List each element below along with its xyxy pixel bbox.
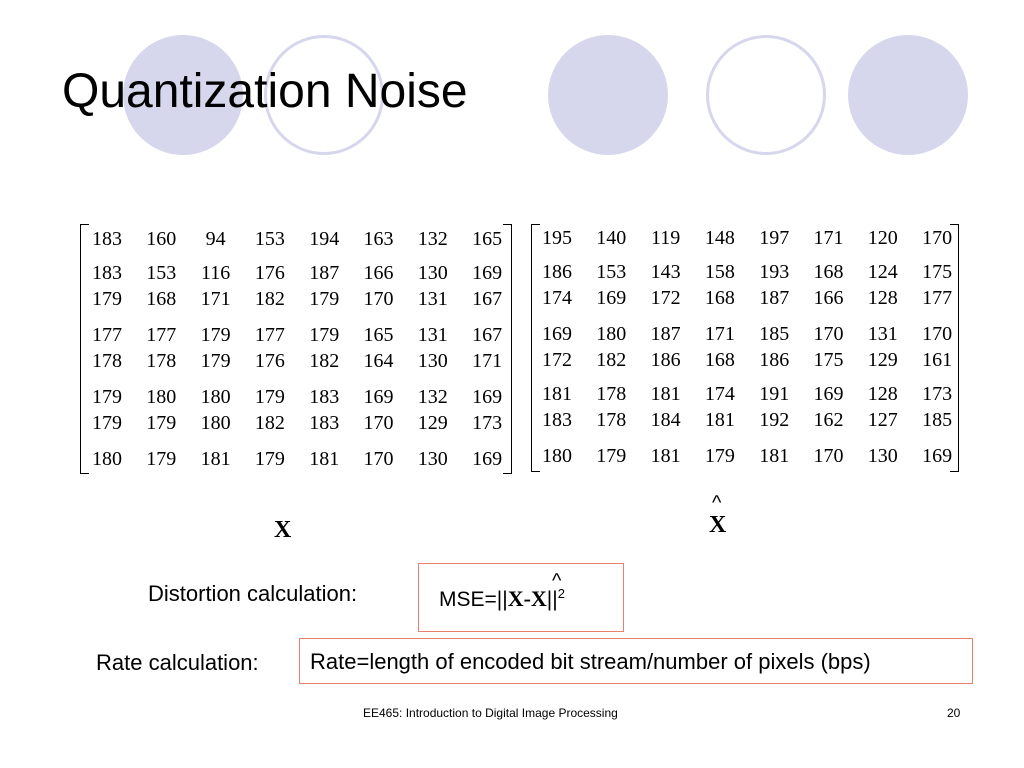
label-x: X	[274, 517, 292, 543]
matrix-cell: 140	[596, 227, 627, 249]
matrix-cell: 171	[200, 288, 231, 310]
mse-prefix: MSE=||	[439, 588, 508, 611]
rate-label: Rate calculation:	[96, 650, 259, 675]
matrix-cell: 179	[200, 324, 231, 346]
matrix-cell: 176	[254, 262, 285, 284]
matrix-cell: 180	[146, 386, 177, 408]
matrix-cell: 127	[867, 409, 898, 431]
matrix-cell: 187	[650, 323, 681, 345]
slide-title: Quantization Noise	[62, 65, 468, 118]
mse-formula	[439, 586, 565, 612]
matrix-cell: 170	[922, 323, 953, 345]
matrix-cell: 175	[922, 261, 953, 283]
matrix-cell: 173	[922, 383, 953, 405]
matrix-cell: 130	[417, 448, 448, 470]
matrix-cell: 169	[472, 262, 503, 284]
matrix-cell: 168	[704, 349, 735, 371]
matrix-cell: 165	[363, 324, 394, 346]
matrix-cell: 130	[417, 350, 448, 372]
matrix-cell: 179	[92, 288, 122, 310]
matrix-cell: 170	[922, 227, 953, 249]
matrix-cell: 169	[922, 445, 953, 467]
matrix-cell: 186	[650, 349, 681, 371]
matrix-cell: 170	[813, 445, 844, 467]
matrix-cell: 119	[650, 227, 681, 249]
matrix-cell: 163	[363, 228, 394, 250]
matrix-cell: 179	[146, 412, 177, 434]
matrix-cell: 180	[542, 445, 572, 467]
matrix-cell: 180	[200, 412, 231, 434]
matrix-cell: 181	[542, 383, 572, 405]
matrix-cell: 130	[867, 445, 898, 467]
matrix-cell: 165	[472, 228, 503, 250]
mse-box	[418, 563, 624, 632]
matrix-cell: 179	[254, 386, 285, 408]
mse-minus: -	[523, 586, 531, 611]
matrix-cell: 171	[472, 350, 503, 372]
hat-symbol: ^	[552, 570, 562, 592]
matrix-cell: 167	[472, 324, 503, 346]
matrix-cell: 161	[922, 349, 953, 371]
matrix-cell: 170	[363, 288, 394, 310]
matrix-cell: 128	[867, 287, 898, 309]
matrix-cell: 181	[200, 448, 231, 470]
matrix-cell: 181	[704, 409, 735, 431]
matrix-cell: 168	[146, 288, 177, 310]
matrix-cell: 178	[596, 383, 627, 405]
matrix-cell: 160	[146, 228, 177, 250]
matrix-cell: 124	[867, 261, 898, 283]
matrix-cell: 131	[417, 324, 448, 346]
matrix-cell: 193	[759, 261, 790, 283]
matrix-cell: 180	[92, 448, 122, 470]
matrix-cell: 177	[254, 324, 285, 346]
matrix-cell: 168	[813, 261, 844, 283]
matrix-cell: 167	[472, 288, 503, 310]
matrix-cell: 177	[146, 324, 177, 346]
matrix-cell: 169	[472, 386, 503, 408]
mse-suffix: ||	[546, 588, 558, 611]
matrix-cell: 182	[309, 350, 340, 372]
matrix-cell: 182	[596, 349, 627, 371]
matrix-cell: 181	[759, 445, 790, 467]
rate-box	[299, 638, 973, 684]
matrix-cell: 94	[205, 228, 226, 250]
matrix-cell: 164	[363, 350, 394, 372]
matrix-cell: 183	[92, 228, 122, 250]
matrix-cell: 175	[813, 349, 844, 371]
rate-formula: Rate=length of encoded bit stream/number of pixels (bps)	[310, 649, 871, 674]
matrix-cell: 183	[542, 409, 572, 431]
matrix-cell: 179	[146, 448, 177, 470]
matrix-cell: 172	[650, 287, 681, 309]
matrix-cell: 162	[813, 409, 844, 431]
matrix-cell: 174	[542, 287, 572, 309]
matrix-cell: 179	[254, 448, 285, 470]
distortion-label: Distortion calculation:	[148, 581, 358, 606]
matrix-cell: 185	[922, 409, 953, 431]
label-x-hat: X	[709, 512, 727, 538]
matrix-cell: 179	[704, 445, 735, 467]
matrix-cell: 169	[813, 383, 844, 405]
matrix-cell: 178	[92, 350, 122, 372]
matrix-cell: 129	[867, 349, 898, 371]
matrix-cell: 178	[596, 409, 627, 431]
matrix-cell: 172	[542, 349, 572, 371]
matrix-cell: 181	[309, 448, 340, 470]
matrix-cell: 170	[363, 448, 394, 470]
matrix-cell: 186	[542, 261, 572, 283]
matrix-cell: 197	[759, 227, 790, 249]
matrix-cell: 169	[596, 287, 627, 309]
matrix-cell: 171	[704, 323, 735, 345]
footer-page-number: 20	[947, 706, 961, 720]
matrix-cell: 177	[92, 324, 122, 346]
decorative-circle	[548, 35, 668, 155]
matrix-cell: 185	[759, 323, 790, 345]
matrix-cell: 194	[309, 228, 340, 250]
matrix-cell: 183	[309, 386, 340, 408]
matrix-cell: 132	[417, 386, 448, 408]
matrix-cell: 179	[92, 412, 122, 434]
matrix-cell: 195	[542, 227, 572, 249]
mse-power: 2	[557, 586, 565, 601]
footer-course: EE465: Introduction to Digital Image Processing	[363, 706, 618, 720]
matrix-cell: 179	[596, 445, 627, 467]
matrix-cell: 148	[704, 227, 735, 249]
matrix-cell: 131	[867, 323, 898, 345]
matrix-cell: 129	[417, 412, 448, 434]
matrix-cell: 174	[704, 383, 735, 405]
matrix-x	[80, 224, 512, 474]
matrix-cell: 168	[704, 287, 735, 309]
matrix-cell: 192	[759, 409, 790, 431]
matrix-cell: 128	[867, 383, 898, 405]
matrix-cell: 169	[542, 323, 572, 345]
matrix-cell: 187	[309, 262, 340, 284]
matrix-cell: 180	[200, 386, 231, 408]
matrix-cell: 179	[309, 288, 340, 310]
matrix-cell: 180	[596, 323, 627, 345]
matrix-cell: 182	[254, 412, 285, 434]
matrix-cell: 170	[363, 412, 394, 434]
matrix-cell: 120	[867, 227, 898, 249]
matrix-cell: 177	[922, 287, 953, 309]
matrix-cell: 183	[309, 412, 340, 434]
matrix-x-hat	[531, 224, 959, 472]
mse-x: X	[507, 586, 524, 611]
hat-symbol: ^	[712, 492, 722, 514]
matrix-cell: 178	[146, 350, 177, 372]
matrix-cell: 131	[417, 288, 448, 310]
mse-x-hat: X	[530, 586, 547, 611]
matrix-cell: 169	[472, 448, 503, 470]
matrix-cell: 187	[759, 287, 790, 309]
matrix-cell: 130	[417, 262, 448, 284]
matrix-cell: 153	[146, 262, 177, 284]
matrix-cell: 153	[254, 228, 285, 250]
matrix-cell: 132	[417, 228, 448, 250]
matrix-cell: 153	[596, 261, 627, 283]
matrix-cell: 170	[813, 323, 844, 345]
matrix-cell: 173	[472, 412, 503, 434]
matrix-cell: 179	[309, 324, 340, 346]
decorative-circle	[706, 35, 826, 155]
matrix-cell: 176	[254, 350, 285, 372]
matrix-cell: 181	[650, 383, 681, 405]
matrix-cell: 181	[650, 445, 681, 467]
matrix-cell: 143	[650, 261, 681, 283]
matrix-cell: 184	[650, 409, 681, 431]
matrix-cell: 179	[92, 386, 122, 408]
matrix-cell: 166	[813, 287, 844, 309]
decorative-circle	[848, 35, 968, 155]
matrix-cell: 191	[759, 383, 790, 405]
matrix-cell: 182	[254, 288, 285, 310]
matrix-cell: 179	[200, 350, 231, 372]
matrix-cell: 116	[200, 262, 231, 284]
matrix-cell: 183	[92, 262, 122, 284]
matrix-cell: 169	[363, 386, 394, 408]
matrix-cell: 171	[813, 227, 844, 249]
matrix-cell: 186	[759, 349, 790, 371]
matrix-cell: 166	[363, 262, 394, 284]
matrix-cell: 158	[704, 261, 735, 283]
